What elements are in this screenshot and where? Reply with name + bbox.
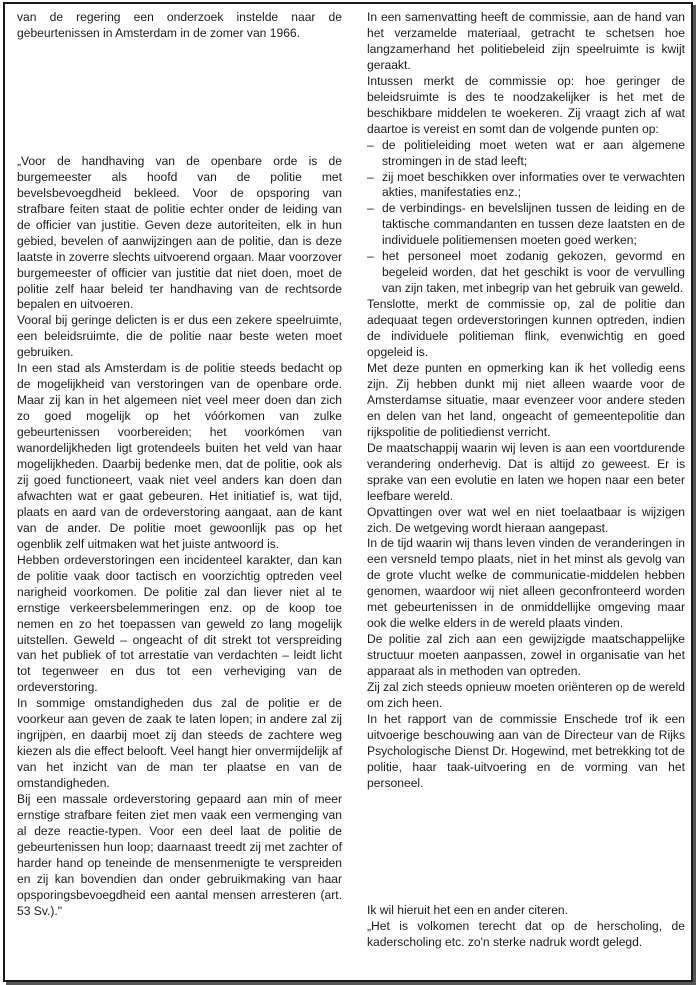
quote-paragraph-5: In sommige omstandigheden dus zal de politie er de voorkeur aan geven de zaak te laten lopen; in andere zal zij ingrijpen, en daarbij moet zij dan steeds de zachtere weg kiezen als die effect belooft. Veel hangt hier onvermijdelijk af van het inzicht van de man ter plaatse en van de omstandigheden. — [17, 696, 342, 791]
list-item-text: de politieleiding moet weten wat er aan algemene stromingen in de stad leeft; — [382, 137, 685, 168]
body-paragraph-1: Tenslotte, merkt de commissie op, zal de politie dan adequaat tegen ordeverstoringen kunnen optreden, indien de individuele politieman flink, evenwichtig en goed opgeleid is. — [367, 297, 685, 360]
body-paragraph-4: Opvattingen over wat wel en niet toelaatbaar is wijzigen zich. De wetgeving wordt hieraan aangepast. — [367, 504, 685, 535]
closing-paragraph-2: „Het is volkomen terecht dat op de herscholing, de kaderscholing etc. zo'n sterke nadruk wordt gelegd. — [367, 918, 685, 949]
left-column — [17, 10, 342, 920]
column-gap — [367, 792, 685, 903]
dash-marker: – — [367, 201, 374, 216]
page-frame — [3, 2, 693, 982]
closing-paragraph-1: Ik wil hieruit het een en ander citeren. — [367, 902, 569, 917]
body-paragraph-6: De politie zal zich aan een gewijzigde maatschappelijke structuur moeten aanpassen, zowel in organisatie van het apparaat als in methoden van optreden. — [367, 632, 685, 679]
list-item-text: het personeel moet zodanig gekozen, gevormd en begeleid worden, dat het geschikt is voor de vervulling van zijn taken, met inbegrip van het gebruik van geweld. — [382, 249, 685, 296]
dash-marker: – — [367, 249, 374, 264]
quote-paragraph-3: In een stad als Amsterdam is de politie steeds bedacht op de mogelijkheid van verstoringen van de openbare orde. Maar zij kan in het algemeen niet veel meer doen dan zich zo goed mogelijk op het vóórkomen van zulke gebeurtenissen voorbereiden; het voorkómen van wanordelijkheden ligt grotendeels buiten het veld van haar mogelijkheden. Daarbij bedenke men, dat de politie, ook als zij goed functioneert, vaak niet veel anders kan doen dan afwachten wat er gaat gebeuren. Het initiatief is, wat tijd, plaats en aard van de ordeverstoring aangaat, aan de kant van de ander. De politie moet gewoonlijk pas op het ogenblik zelf uitmaken wat het juiste antwoord is. — [17, 361, 342, 551]
list-item-text: de verbindings- en bevelslijnen tussen de leiding en de taktische commandanten en tussen deze laatsten en de individuele politiemensen moeten goed werken; — [382, 201, 685, 248]
list-item — [367, 249, 685, 297]
dash-marker: – — [367, 169, 374, 184]
summary-paragraph: In een samenvatting heeft de commissie, aan de hand van het verzamelde materiaal, getracht te schetsen hoe langzamerhand het politiebeleid zijn speelruimte is kwijt geraakt. — [367, 10, 685, 72]
list-item — [367, 201, 685, 249]
body-paragraph-8: In het rapport van de commissie Enschede trof ik een uitvoerige beschouwing aan van de Directeur van de Rijks Psychologische Dienst Dr. Hogewind, met betrekking tot de politie, haar taak-uitvoering en de vorming van het personeel. — [367, 711, 685, 790]
column-gap — [17, 42, 342, 154]
intro-paragraph: van de regering een onderzoek instelde naar de gebeurtenissen in Amsterdam in de zomer van 1966. — [17, 10, 342, 40]
quote-paragraph-6: Bij een massale ordeverstoring gepaard aan min of meer ernstige strafbare feiten ziet men vaak een vermenging van al deze reactie-typen. Voor een deel laat de politie de gebeurtenissen hun loop; daarnaast treedt zij met zachter of harder hand op teneinde de mensenmenigte te verspreiden en zij kan bovendien dan onder gebruikmaking van haar opsporingsbevoegdheid een aantal mensen arresteren (art. 53 Sv.)." — [17, 792, 342, 918]
list-item-text: zij moet beschikken over informaties over te verwachten akties, manifestaties enz.; — [382, 169, 685, 200]
list-item — [367, 138, 685, 170]
quote-paragraph-2: Vooral bij geringe delicten is er dus een zekere speelruimte, een beleidsruimte, die de politie naar beste weten moet gebruiken. — [17, 313, 342, 360]
body-paragraph-5: In de tijd waarin wij thans leven vinden de veranderingen in een versneld tempo plaats, niet in het minst als gevolg van de grote vlucht welke de communicatie-middelen hebben genomen, waardoor wij niet alleen geconfronteerd worden met gebeurtenissen in de onmiddellijke omgeving maar ook die welke elders in de wereld plaats vinden. — [367, 536, 685, 631]
dash-marker: – — [367, 137, 374, 152]
right-column — [367, 10, 685, 951]
body-paragraph-2: Met deze punten en opmerking kan ik het volledig eens zijn. Zij hebben dunkt mij niet alleen waarde voor de Amsterdamse situatie, maar evenzeer voor andere steden en delen van het land, ongeacht of gemeentepolitie dan rijkspolitie de politiedienst verricht. — [367, 360, 685, 439]
body-paragraph-3: De maatschappij waarin wij leven is aan een voortdurende verandering onderhevig. Dat is altijd zo geweest. Er is sprake van een evolutie en laten we hopen naar een beter leefbare wereld. — [367, 440, 685, 503]
list-item — [367, 170, 685, 202]
body-paragraph-7: Zij zal zich steeds opnieuw moeten oriënteren op de wereld om zich heen. — [367, 680, 685, 710]
points-intro-paragraph: Intussen merkt de commissie op: hoe geringer de beleidsruimte is des te noodzakelijker is het met de beschikbare middelen te woekeren. Zij vraagt zich af wat daartoe is vereist en somt dan de volgende punten op: — [367, 73, 685, 136]
quote-paragraph-1: „Voor de handhaving van de openbare orde is de burgemeester als hoofd van de politie met bevelsbevoegdheid bekleed. Voor de opsporing van strafbare feiten staat de politie echter onder de leiding van de officier van justitie. Geven deze autoriteiten, elk in hun gebied, bevelen of aanwijzingen aan de politie, dan is deze laatste in zoverre slechts uitvoerend orgaan. Maar voorzover burgemeester of officier van justitie dat niet doen, moet de politie zelf haar beleid ter handhaving van de rechtsorde bepalen en uitvoeren. — [17, 153, 342, 312]
quote-paragraph-4: Hebben ordeverstoringen een incidenteel karakter, dan kan de politie vaak door tactisch en voorzichtig optreden veel narigheid voorkomen. De politie zal dan liever niet al te ernstige verkeersbelemmeringen enz. op de koop toe nemen en zo het toepassen van geweld zo lang mogelijk uitstellen. Geweld – ongeacht of dit strekt tot verspreiding van het publiek of tot arrestatie van verdachten – leidt licht tot tegenweer en dus tot een verheviging van de ordeverstoring. — [17, 552, 342, 695]
